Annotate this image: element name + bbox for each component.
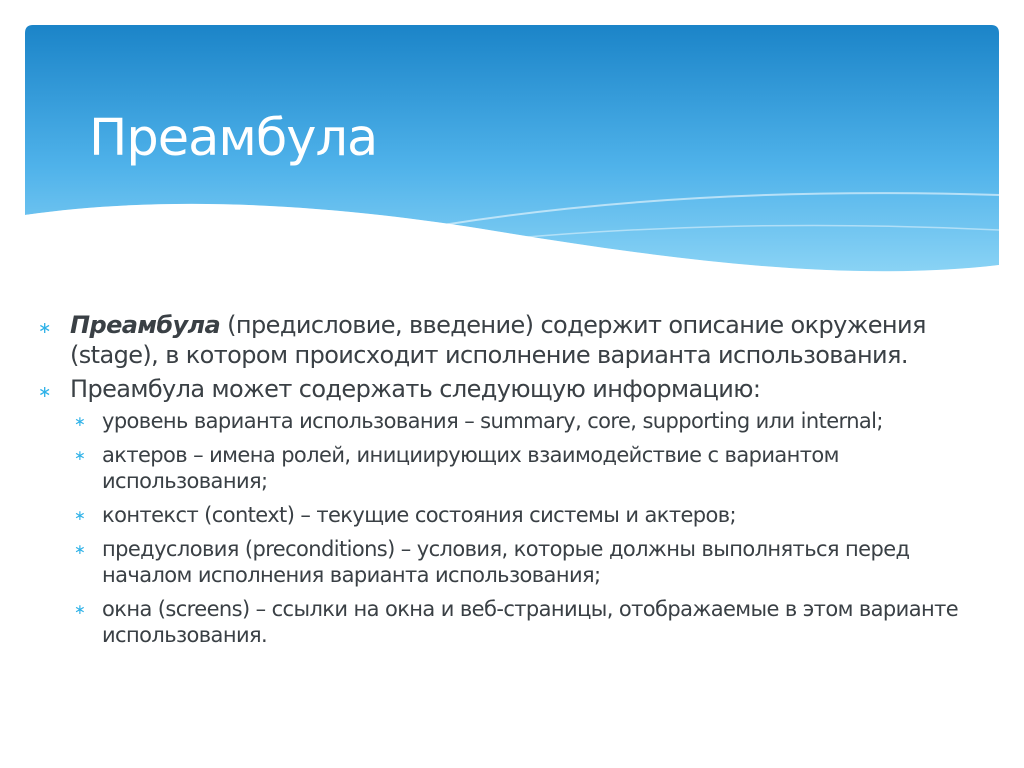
sub-bullet-marker-icon: ∗ [74, 508, 86, 524]
sub-bullet-text: предусловия (preconditions) – условия, которые должны выполняться перед началом исполнения варианта использования; [102, 537, 910, 587]
bullet-marker-icon: ∗ [38, 382, 52, 401]
sub-bullet-item-3 [38, 502, 998, 528]
bullet-marker-icon: ∗ [38, 318, 52, 337]
sub-bullet-item-4 [38, 536, 998, 588]
bullet-text: (предисловие, введение) содержит описание окружения (stage), в котором происходит исполнение варианта использования. [70, 311, 926, 369]
sub-bullet-marker-icon: ∗ [74, 542, 86, 558]
header-banner [25, 25, 999, 285]
slide-title: Преамбула [89, 109, 378, 168]
bullet-text: Преамбула может содержать следующую информацию: [70, 375, 761, 403]
sub-bullet-marker-icon: ∗ [74, 448, 86, 464]
sub-bullet-marker-icon: ∗ [74, 602, 86, 618]
sub-bullet-text: контекст (context) – текущие состояния системы и актеров; [102, 503, 737, 527]
sub-bullet-item-2 [38, 442, 998, 494]
sub-bullet-item-5 [38, 596, 998, 648]
sub-bullet-marker-icon: ∗ [74, 414, 86, 430]
sub-bullet-text: актеров – имена ролей, инициирующих взаимодействие с вариантом использования; [102, 443, 839, 493]
sub-bullet-text: окна (screens) – ссылки на окна и веб-страницы, отображаемые в этом варианте использования. [102, 597, 959, 647]
bullet-item-1 [38, 310, 998, 370]
bullet-term: Преамбула [70, 311, 221, 339]
sub-bullet-item-1 [38, 408, 998, 434]
bullet-item-2 [38, 374, 998, 404]
slide-body [38, 310, 998, 656]
sub-bullet-text: уровень варианта использования – summary, core, supporting или internal; [102, 409, 883, 433]
